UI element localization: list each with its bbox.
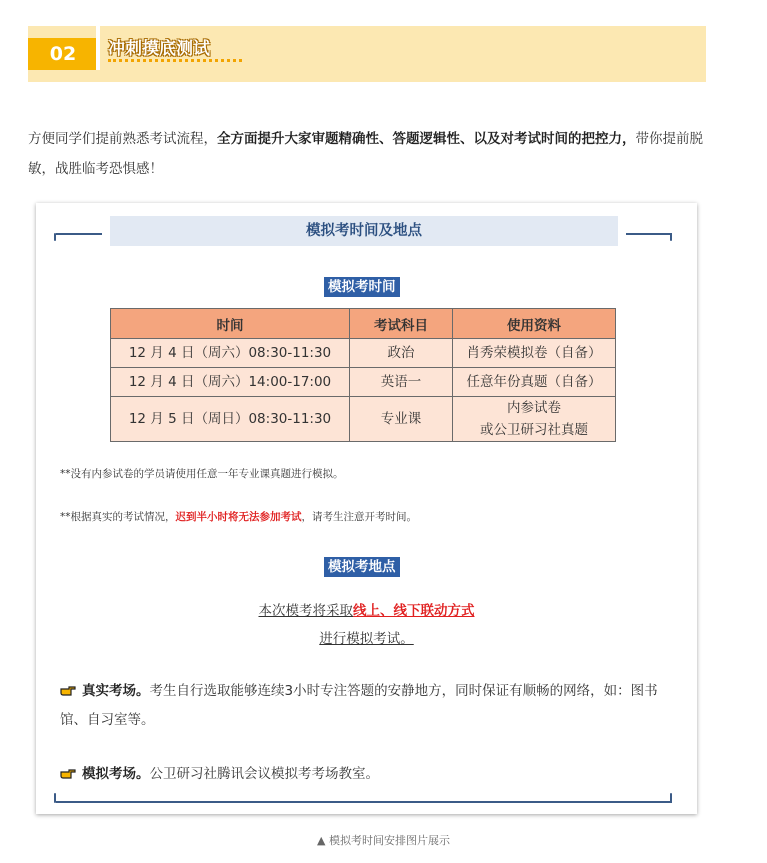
section-title: 冲刺摸底测试 bbox=[108, 39, 210, 59]
note-no-paper: **没有内参试卷的学员请使用任意一年专业课真题进行模拟。 bbox=[60, 468, 344, 480]
place-tag: 模拟考地点 bbox=[324, 557, 400, 577]
item2-text: 公卫研习社腾讯会议模拟考考场教室。 bbox=[149, 766, 379, 782]
note2-prefix: **根据真实的考试情况， bbox=[60, 511, 176, 523]
intro-part1: 方便同学们提前熟悉考试流程， bbox=[28, 131, 217, 147]
option-mock-exam bbox=[60, 760, 676, 789]
item1-title: 真实考场。 bbox=[82, 683, 150, 699]
mode-line-2 bbox=[36, 627, 697, 647]
cell-time: 12 月 4 日（周六）08:30-11:30 bbox=[111, 339, 350, 368]
header-material: 使用资料 bbox=[453, 309, 616, 339]
title-dots-decoration bbox=[108, 56, 242, 62]
intro-bold: 全方面提升大家审题精确性、答题逻辑性、以及对考试时间的把控力， bbox=[217, 131, 636, 147]
cell-material: 肖秀荣模拟卷（自备） bbox=[453, 339, 616, 368]
frame-line-top-left bbox=[56, 233, 102, 235]
mode-prefix: 本次模考将采取 bbox=[258, 603, 353, 619]
item2-title: 模拟考场。 bbox=[82, 766, 150, 782]
schedule-table bbox=[110, 308, 616, 442]
cell-material bbox=[453, 397, 616, 442]
item1-text: 考生自行选取能够连续3小时专注答题的安静地方，同时保证有顺畅的网络，如：图书馆、自习室等。 bbox=[60, 683, 658, 728]
intro-paragraph bbox=[28, 124, 718, 184]
note-late-warning bbox=[60, 509, 417, 524]
cell-material-line1: 内参试卷 bbox=[507, 400, 561, 416]
option-real-exam bbox=[60, 677, 676, 735]
image-caption: ▲ 模拟考时间安排图片展示 bbox=[317, 834, 450, 847]
cell-subject: 英语一 bbox=[350, 368, 453, 397]
table-row bbox=[111, 368, 616, 397]
cell-material: 任意年份真题（自备） bbox=[453, 368, 616, 397]
header-time: 时间 bbox=[111, 309, 350, 339]
header-subject: 考试科目 bbox=[350, 309, 453, 339]
mode-line2-text: 进行模拟考试。 bbox=[319, 631, 414, 647]
frame-line-top-right bbox=[626, 233, 672, 235]
frame-line-bottom bbox=[56, 801, 672, 803]
mode-red: 线上、线下联动方式 bbox=[353, 603, 475, 619]
cell-time: 12 月 4 日（周六）14:00-17:00 bbox=[111, 368, 350, 397]
frame-cap-top-left bbox=[54, 233, 56, 241]
mode-line-1 bbox=[36, 599, 697, 619]
cell-subject: 政治 bbox=[350, 339, 453, 368]
pointing-hand-icon bbox=[60, 684, 76, 696]
schedule-card-image bbox=[36, 203, 697, 814]
pointing-hand-icon bbox=[60, 767, 76, 779]
note2-red: 迟到半小时将无法参加考试 bbox=[175, 511, 302, 523]
section-banner bbox=[28, 26, 706, 82]
frame-cap-bottom-right bbox=[670, 793, 672, 803]
table-row bbox=[111, 397, 616, 442]
table-header-row bbox=[111, 309, 616, 339]
frame-cap-top-right bbox=[670, 233, 672, 241]
frame-cap-bottom-left bbox=[54, 793, 56, 803]
card-title: 模拟考时间及地点 bbox=[110, 216, 618, 246]
cell-subject: 专业课 bbox=[350, 397, 453, 442]
section-number: 02 bbox=[28, 38, 98, 70]
cell-time: 12 月 5 日（周日）08:30-11:30 bbox=[111, 397, 350, 442]
note2-suffix: ，请考生注意开考时间。 bbox=[301, 511, 417, 523]
time-tag: 模拟考时间 bbox=[324, 277, 400, 297]
intro-part2: 带你提前脱敏，战胜临考恐惧感！ bbox=[28, 131, 703, 177]
cell-material-line2: 或公卫研习社真题 bbox=[480, 422, 588, 438]
table-row bbox=[111, 339, 616, 368]
